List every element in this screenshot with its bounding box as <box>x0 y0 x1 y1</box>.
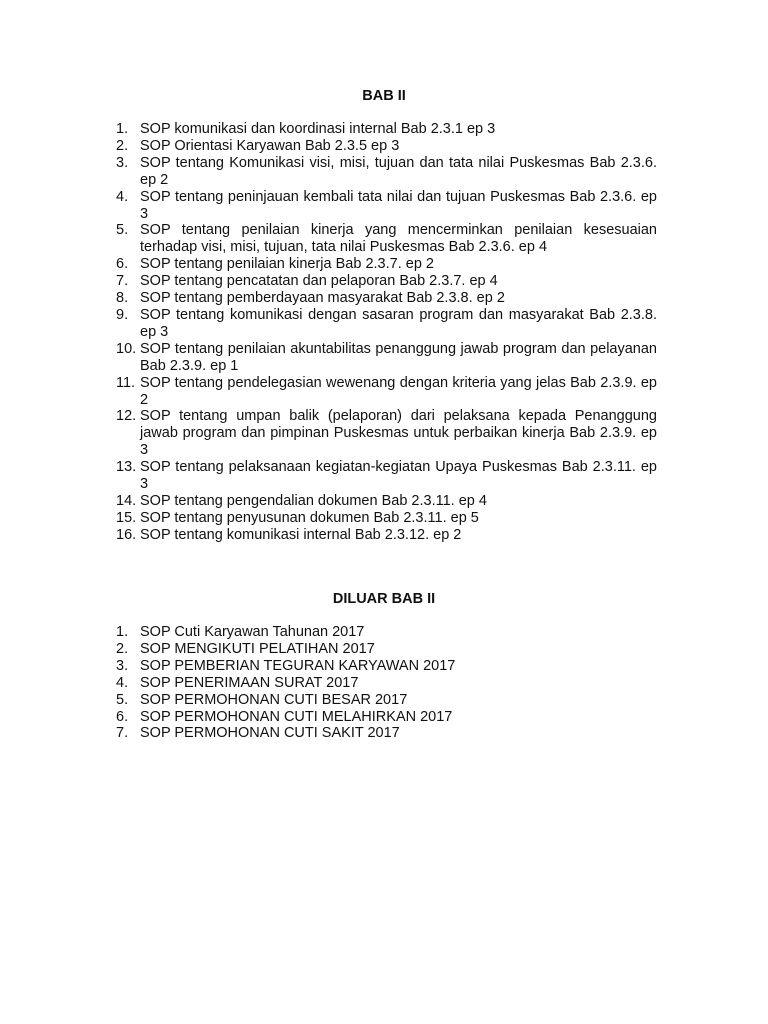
list-item <box>116 493 657 510</box>
item-text: SOP tentang penilaian akuntabilitas penanggung jawab program dan pelayanan Bab 2.3.9. ep 1 <box>140 340 657 374</box>
item-number: 7. <box>116 273 129 290</box>
item-number: 5. <box>116 691 129 708</box>
list-item <box>116 341 657 375</box>
list-item <box>116 273 657 290</box>
list-item <box>116 709 657 726</box>
item-text: SOP tentang Komunikasi visi, misi, tujuan dan tata nilai Puskesmas Bab 2.3.6. ep 2 <box>140 154 657 188</box>
list-item <box>116 658 657 675</box>
list-item <box>116 222 657 256</box>
item-number: 5. <box>116 222 129 239</box>
item-number: 3. <box>116 657 129 674</box>
item-text: SOP tentang umpan balik (pelaporan) dari pelaksana kepada Penanggung jawab program dan pimpinan Puskesmas untuk perbaikan kinerja Bab 2.3.9. ep 3 <box>140 408 657 459</box>
item-number: 1. <box>116 624 129 640</box>
list-item <box>116 375 657 409</box>
item-number: 4. <box>116 674 129 691</box>
item-text: SOP PENERIMAAN SURAT 2017 <box>140 674 359 691</box>
section-title-bab-ii: BAB II <box>362 88 406 104</box>
item-text: SOP tentang pengendalian dokumen Bab 2.3.11. ep 4 <box>140 492 487 509</box>
item-number: 16. <box>116 526 137 543</box>
list-item <box>116 641 657 658</box>
item-number: 1. <box>116 121 129 137</box>
item-text: SOP Cuti Karyawan Tahunan 2017 <box>140 624 365 640</box>
diluar-bab-ii-list <box>116 624 657 742</box>
item-number: 15. <box>116 509 137 526</box>
item-number: 7. <box>116 725 129 742</box>
item-text: SOP tentang peninjauan kembali tata nilai dan tujuan Puskesmas Bab 2.3.6. ep 3 <box>140 188 657 222</box>
item-text: SOP tentang pendelegasian wewenang dengan kriteria yang jelas Bab 2.3.9. ep 2 <box>140 374 657 408</box>
list-item <box>116 307 657 341</box>
list-item <box>116 290 657 307</box>
item-number: 8. <box>116 290 129 307</box>
item-text: SOP tentang pelaksanaan kegiatan-kegiatan Upaya Puskesmas Bab 2.3.11. ep 3 <box>140 459 657 493</box>
item-text: SOP tentang komunikasi internal Bab 2.3.12. ep 2 <box>140 526 462 543</box>
list-item <box>116 725 657 742</box>
list-item <box>116 408 657 459</box>
item-number: 2. <box>116 137 129 154</box>
list-item <box>116 256 657 273</box>
item-text: SOP PERMOHONAN CUTI SAKIT 2017 <box>140 725 400 742</box>
item-text: SOP PERMOHONAN CUTI BESAR 2017 <box>140 691 408 708</box>
item-number: 11. <box>116 374 136 391</box>
item-text: SOP tentang pemberdayaan masyarakat Bab 2.3.8. ep 2 <box>140 290 505 307</box>
item-text: SOP tentang komunikasi dengan sasaran program dan masyarakat Bab 2.3.8. ep 3 <box>140 306 657 340</box>
item-number: 6. <box>116 256 129 273</box>
list-item <box>116 510 657 527</box>
item-number: 3. <box>116 154 129 171</box>
list-item <box>116 624 657 641</box>
item-text: SOP PEMBERIAN TEGURAN KARYAWAN 2017 <box>140 657 456 674</box>
item-number: 13. <box>116 459 137 476</box>
item-text: SOP tentang pencatatan dan pelaporan Bab 2.3.7. ep 4 <box>140 273 498 290</box>
list-item <box>116 692 657 709</box>
list-item <box>116 527 657 544</box>
item-text: SOP komunikasi dan koordinasi internal Bab 2.3.1 ep 3 <box>140 121 496 137</box>
item-text: SOP PERMOHONAN CUTI MELAHIRKAN 2017 <box>140 708 453 725</box>
list-item <box>116 138 657 155</box>
item-number: 9. <box>116 306 129 323</box>
list-item <box>116 675 657 692</box>
item-text: SOP tentang penilaian kinerja yang mencerminkan penilaian kesesuaian terhadap visi, misi, tujuan, tata nilai Puskesmas Bab 2.3.6. ep 4 <box>140 222 657 256</box>
item-number: 2. <box>116 640 129 657</box>
item-number: 12. <box>116 408 137 425</box>
item-text: SOP tentang penilaian kinerja Bab 2.3.7. ep 2 <box>140 256 434 273</box>
list-item <box>116 155 657 189</box>
list-item <box>116 189 657 223</box>
item-number: 10. <box>116 340 137 357</box>
item-text: SOP tentang penyusunan dokumen Bab 2.3.11. ep 5 <box>140 509 479 526</box>
section-title-diluar-bab-ii: DILUAR BAB II <box>332 591 436 607</box>
item-number: 14. <box>116 492 137 509</box>
item-number: 6. <box>116 708 129 725</box>
list-item <box>116 121 657 138</box>
item-number: 4. <box>116 188 129 205</box>
item-text: SOP Orientasi Karyawan Bab 2.3.5 ep 3 <box>140 137 400 154</box>
list-item <box>116 459 657 493</box>
item-text: SOP MENGIKUTI PELATIHAN 2017 <box>140 640 375 657</box>
bab-ii-list <box>116 121 657 544</box>
